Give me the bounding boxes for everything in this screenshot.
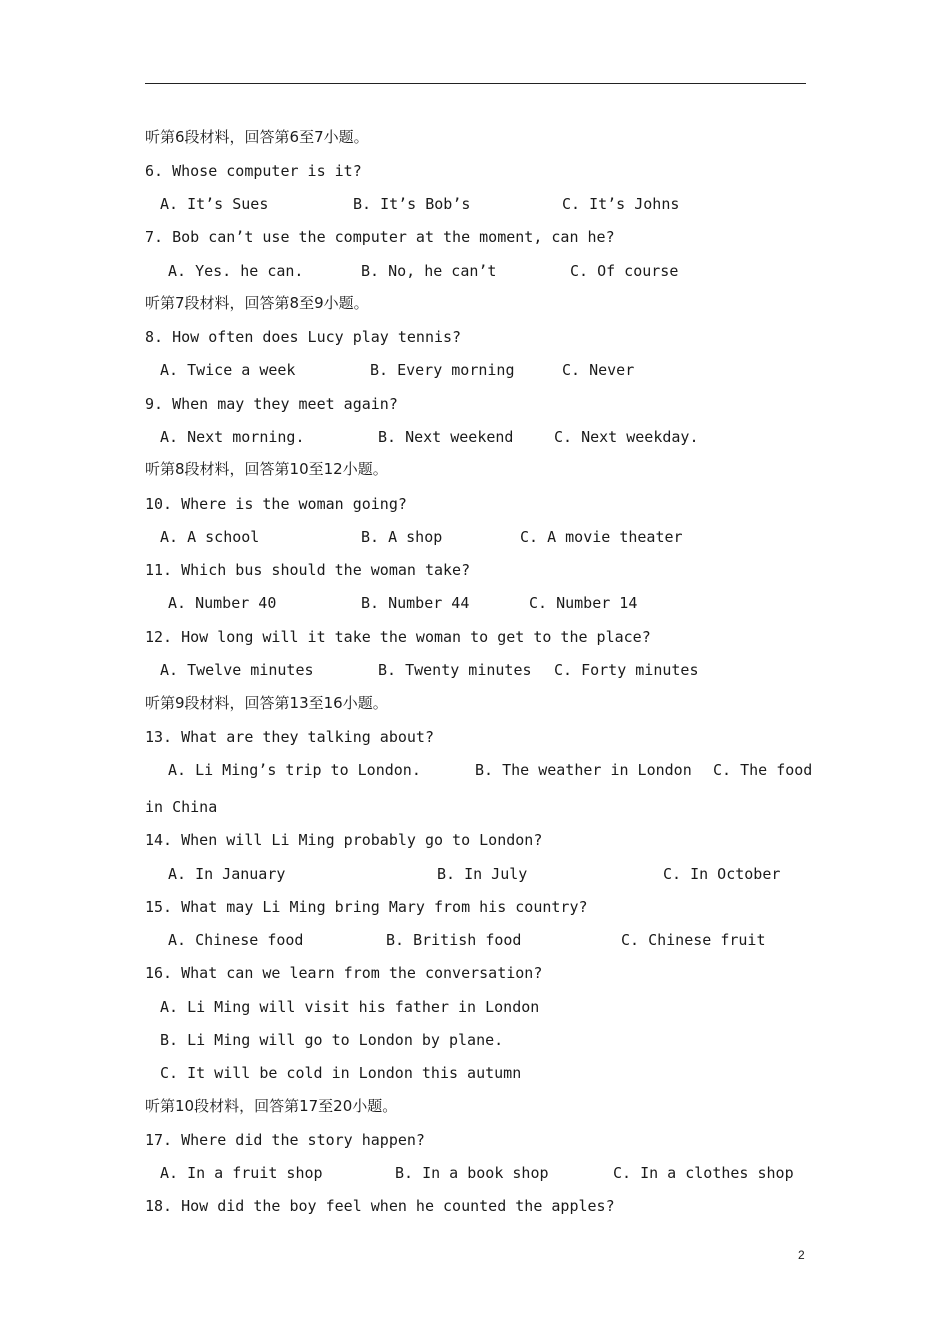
option-c-continued: in China: [145, 798, 218, 816]
option-a: A. Li Ming will visit his father in London: [160, 998, 540, 1016]
question-16: 16. What can we learn from the conversation?: [145, 964, 543, 982]
option-a: A. In January: [168, 865, 286, 883]
section-heading: 听第10段材料，回答第17至20小题。: [145, 1097, 398, 1115]
option-c: C. The food: [713, 761, 813, 779]
question-8: 8. How often does Lucy play tennis?: [145, 328, 462, 346]
option-c: C. Chinese fruit: [621, 931, 766, 949]
option-c: C. Next weekday.: [554, 428, 699, 446]
page-number: 2: [798, 1248, 805, 1262]
option-b: B. In July: [437, 865, 528, 883]
option-c: C. A movie theater: [520, 528, 683, 546]
option-a: A. Number 40: [168, 594, 277, 612]
option-b: B. Every morning: [370, 361, 515, 379]
option-a: A. Twice a week: [160, 361, 296, 379]
question-7: 7. Bob can’t use the computer at the moment, can he?: [145, 228, 615, 246]
option-a: A. In a fruit shop: [160, 1164, 323, 1182]
question-14: 14. When will Li Ming probably go to London?: [145, 831, 543, 849]
option-c: C. Number 14: [529, 594, 638, 612]
option-a: A. A school: [160, 528, 260, 546]
question-12: 12. How long will it take the woman to get to the place?: [145, 628, 651, 646]
option-b: B. No, he can’t: [361, 262, 497, 280]
option-b: B. The weather in London: [475, 761, 692, 779]
question-9: 9. When may they meet again?: [145, 395, 398, 413]
question-6: 6. Whose computer is it?: [145, 162, 362, 180]
question-11: 11. Which bus should the woman take?: [145, 561, 471, 579]
option-b: B. In a book shop: [395, 1164, 549, 1182]
question-18: 18. How did the boy feel when he counted the apples?: [145, 1197, 615, 1215]
option-a: A. Yes. he can.: [168, 262, 304, 280]
option-b: B. A shop: [361, 528, 443, 546]
option-b: B. British food: [386, 931, 522, 949]
option-b: B. Next weekend: [378, 428, 514, 446]
option-c: C. Forty minutes: [554, 661, 699, 679]
question-15: 15. What may Li Ming bring Mary from his country?: [145, 898, 588, 916]
section-heading: 听第8段材料，回答第10至12小题。: [145, 460, 388, 478]
option-a: A. Chinese food: [168, 931, 304, 949]
option-c: C. Never: [562, 361, 635, 379]
header-rule: [145, 83, 806, 84]
section-heading: 听第6段材料，回答第6至7小题。: [145, 128, 369, 146]
option-c: C. In a clothes shop: [613, 1164, 794, 1182]
section-heading: 听第7段材料，回答第8至9小题。: [145, 294, 369, 312]
option-c: C. In October: [663, 865, 781, 883]
question-17: 17. Where did the story happen?: [145, 1131, 425, 1149]
option-a: A. Next morning.: [160, 428, 305, 446]
option-b: B. Number 44: [361, 594, 470, 612]
question-13: 13. What are they talking about?: [145, 728, 434, 746]
option-c: C. Of course: [570, 262, 679, 280]
option-a: A. Twelve minutes: [160, 661, 314, 679]
option-b: B. It’s Bob’s: [353, 195, 471, 213]
option-c: C. It’s Johns: [562, 195, 680, 213]
option-a: A. Li Ming’s trip to London.: [168, 761, 421, 779]
option-b: B. Twenty minutes: [378, 661, 532, 679]
option-a: A. It’s Sues: [160, 195, 269, 213]
question-10: 10. Where is the woman going?: [145, 495, 407, 513]
option-c: C. It will be cold in London this autumn: [160, 1064, 522, 1082]
section-heading: 听第9段材料，回答第13至16小题。: [145, 694, 388, 712]
option-b: B. Li Ming will go to London by plane.: [160, 1031, 504, 1049]
